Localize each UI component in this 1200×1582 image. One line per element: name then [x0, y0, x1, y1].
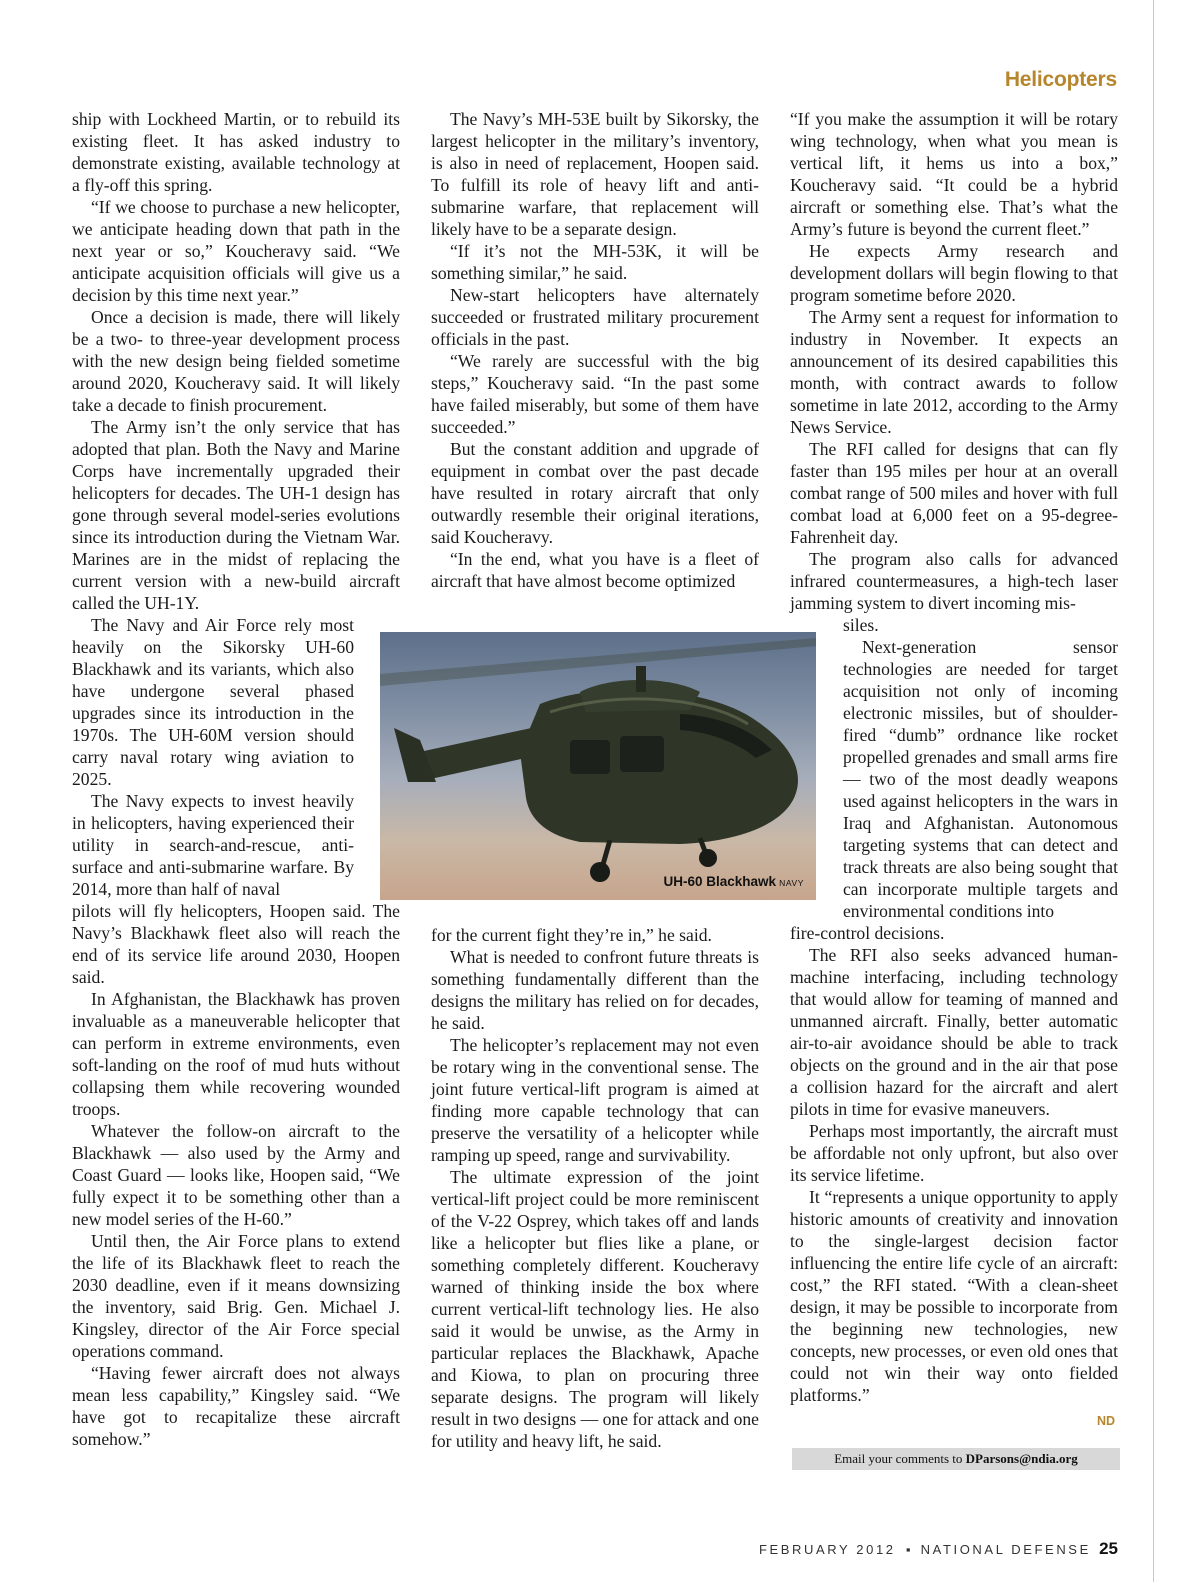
- paragraph: The Navy’s MH-53E built by Sikorsky, the largest helicopter in the military’s inventory, is also in need of replacement, Hoopen said. To fulfill its role of heavy lift and anti-submarine warfare, that replacement will likely have to be a separate design.: [431, 109, 759, 239]
- paragraph: Until then, the Air Force plans to extend the life of its Blackhawk fleet to reach the 2030 deadline, even if it means downsizing the inventory, said Brig. Gen. Michael J. Kingsley, director of the Air Force special operations command.: [72, 1231, 400, 1361]
- end-mark: ND: [1097, 1414, 1116, 1428]
- caption-title: UH-60 Blackhawk: [663, 874, 777, 889]
- paragraph: siles.: [843, 615, 879, 635]
- caption-credit: NAVY: [779, 878, 804, 888]
- column-2-bottom: [431, 924, 759, 1452]
- paragraph: ship with Lockheed Martin, or to rebuild its existing fleet. It has asked industry to demonstrate existing, available technology at a fly-off this spring.: [72, 109, 400, 195]
- paragraph: fire-control decisions.: [790, 923, 945, 943]
- paragraph: Next-generation sensor technologies are needed for target acquisition not only of incoming electronic missiles, but of shoulder-fired “dumb” ordnance like rocket propelled grenades and small arms fire — two of the most deadly weapons used against helicopters in the wars in Iraq and Afghanistan. Autonomous targeting systems that can detect and track threats are also being sought that can incorporate multiple targets and environmental conditions into: [843, 637, 1118, 921]
- wheel: [590, 862, 610, 882]
- paragraph: Once a decision is made, there will likely be a two- to three-year development process with the new design being fielded sometime around 2020, Koucheravy said. It will likely take a decade to finish procurement.: [72, 307, 400, 415]
- email-prefix: Email your comments to: [834, 1451, 966, 1466]
- paragraph: pilots will fly helicopters, Hoopen said. The Navy’s Blackhawk fleet also will reach the end of its service life around 2030, Hoopen said.: [72, 901, 400, 987]
- rotor-hub: [636, 666, 646, 692]
- email-address-link[interactable]: DParsons@ndia.org: [965, 1451, 1078, 1466]
- paragraph: The RFI called for designs that can fly faster than 195 miles per hour at an overall combat range of 500 miles and hover with full combat load at 6,000 feet on a 95-degree-Fahrenheit day.: [790, 439, 1118, 547]
- paragraph: Perhaps most importantly, the aircraft must be affordable not only upfront, but also over its service lifetime.: [790, 1121, 1118, 1185]
- paragraph: New-start helicopters have alternately succeeded or frustrated military procurement officials in the past.: [431, 285, 759, 349]
- paragraph: The Army isn’t the only service that has adopted that plan. Both the Navy and Marine Corps have incrementally upgraded their helicopters for decades. The UH-1 design has gone through several model-series evolutions since its introduction during the Vietnam War. Marines are in the midst of replacing the current version with a new-build aircraft called the UH-1Y.: [72, 417, 400, 613]
- paragraph: The helicopter’s replacement may not even be rotary wing in the conventional sense. The joint future vertical-lift program is aimed at finding more capable technology that can preserve the versatility of a helicopter while ramping up speed, range and survivability.: [431, 1035, 759, 1165]
- paragraph: “We rarely are successful with the big steps,” Koucheravy said. “In the past some have failed miserably, but some of them have succeeded.”: [431, 351, 759, 437]
- column-2-top: [431, 108, 759, 592]
- door-window: [620, 736, 664, 772]
- page-edge-line: [1153, 0, 1154, 1582]
- paragraph: “If we choose to purchase a new helicopter, we anticipate heading down that path in the next year or so,” Koucheravy said. “We anticipate acquisition officials will give us a decision by this time next year.”: [72, 197, 400, 305]
- paragraph: But the constant addition and upgrade of equipment in combat over the past decade have resulted in rotary aircraft that only outwardly resemble their original iterations, said Koucheravy.: [431, 439, 759, 547]
- rotor-blade: [380, 638, 816, 686]
- paragraph: The program also calls for advanced infrared countermeasures, a high-tech laser jamming system to divert incoming mis-: [790, 549, 1118, 613]
- paragraph: It “represents a unique opportunity to apply historic amounts of creativity and innovation to the single-largest decision factor influencing the entire life cycle of an aircraft: cost,” the RFI stated. “With a clean-sheet design, it may be possible to incorporate from the beginning new technologies, new concepts, new processes, or even old ones that could not win their way onto fielded platforms.”: [790, 1187, 1118, 1405]
- paragraph: “In the end, what you have is a fleet of aircraft that have almost become optimized: [431, 549, 759, 591]
- paragraph: The ultimate expression of the joint vertical-lift project could be more reminiscent of the V-22 Osprey, which takes off and lands like a helicopter but flies like a plane, or something completely different. Koucheravy warned of thinking inside the box where current vertical-lift technology lies. He also said it would be unwise, as the Army in particular replaces the Blackhawk, Apache and Kiowa, to plan on procuring three separate designs. The program will likely result in two designs — one for attack and one for utility and heavy lift, he said.: [431, 1167, 759, 1451]
- page-number: 25: [1099, 1539, 1118, 1558]
- page-footer: [759, 1539, 1118, 1559]
- paragraph: The RFI also seeks advanced human-machine interfacing, including technology that would allow for teaming of manned and unmanned aircraft. Finally, better automatic air-to-air avoidance should be able to track objects on the ground and in the air that pose a collision hazard for the aircraft and alert pilots in time for evasive maneuvers.: [790, 945, 1118, 1119]
- paragraph: He expects Army research and development dollars will begin flowing to that program sometime before 2020.: [790, 241, 1118, 305]
- section-label: Helicopters: [1004, 68, 1117, 91]
- column-3-top: [790, 108, 1118, 1406]
- email-comments-box: [792, 1448, 1120, 1470]
- wheel: [699, 849, 717, 867]
- door-window: [570, 740, 610, 774]
- paragraph: The Navy and Air Force rely most heavily on the Sikorsky UH-60 Blackhawk and its variants, which also have undergone several phased upgrades since its introduction in the 1970s. The UH-60M version should carry naval rotary wing aviation to 2025.: [72, 615, 354, 789]
- paragraph: “If it’s not the MH-53K, it will be something similar,” he said.: [431, 241, 759, 283]
- helicopter-photo: [380, 632, 816, 900]
- paragraph: Whatever the follow-on aircraft to the Blackhawk — also used by the Army and Coast Guard — looks like, Hoopen said, “We fully expect it to be something other than a new model series of the H-60.”: [72, 1121, 400, 1229]
- footer-separator: ▪: [905, 1542, 911, 1557]
- column-1: [72, 108, 400, 1450]
- paragraph: What is needed to confront future threats is something fundamentally different than the designs the military has relied on for decades, he said.: [431, 947, 759, 1033]
- paragraph: “Having fewer aircraft does not always mean less capability,” Kingsley said. “We have got to recapitalize these aircraft somehow.”: [72, 1363, 400, 1449]
- paragraph: The Navy expects to invest heavily in helicopters, having experienced their utility in search-and-rescue, anti-surface and anti-submarine warfare. By 2014, more than half of naval: [72, 791, 354, 899]
- paragraph: In Afghanistan, the Blackhawk has proven invaluable as a maneuverable helicopter that can perform in extreme environments, even soft-landing on the roof of mud huts without collapsing them while recovering wounded troops.: [72, 989, 400, 1119]
- paragraph: for the current fight they’re in,” he said.: [431, 925, 712, 945]
- blackhawk-helicopter-illustration: [380, 632, 816, 900]
- footer-date: FEBRUARY 2012: [758, 1542, 896, 1557]
- paragraph: “If you make the assumption it will be rotary wing technology, when what you mean is vertical lift, it hems us into a box,” Koucheravy said. “It could be a hybrid aircraft or something else. That’s what the Army’s future is beyond the current fleet.”: [790, 109, 1118, 239]
- paragraph: The Army sent a request for information to industry in November. It expects an announcement of its desired capabilities this month, with contract awards to follow sometime in late 2012, according to the Army News Service.: [790, 307, 1118, 437]
- footer-publication: NATIONAL DEFENSE: [920, 1542, 1091, 1557]
- photo-caption: [664, 873, 804, 891]
